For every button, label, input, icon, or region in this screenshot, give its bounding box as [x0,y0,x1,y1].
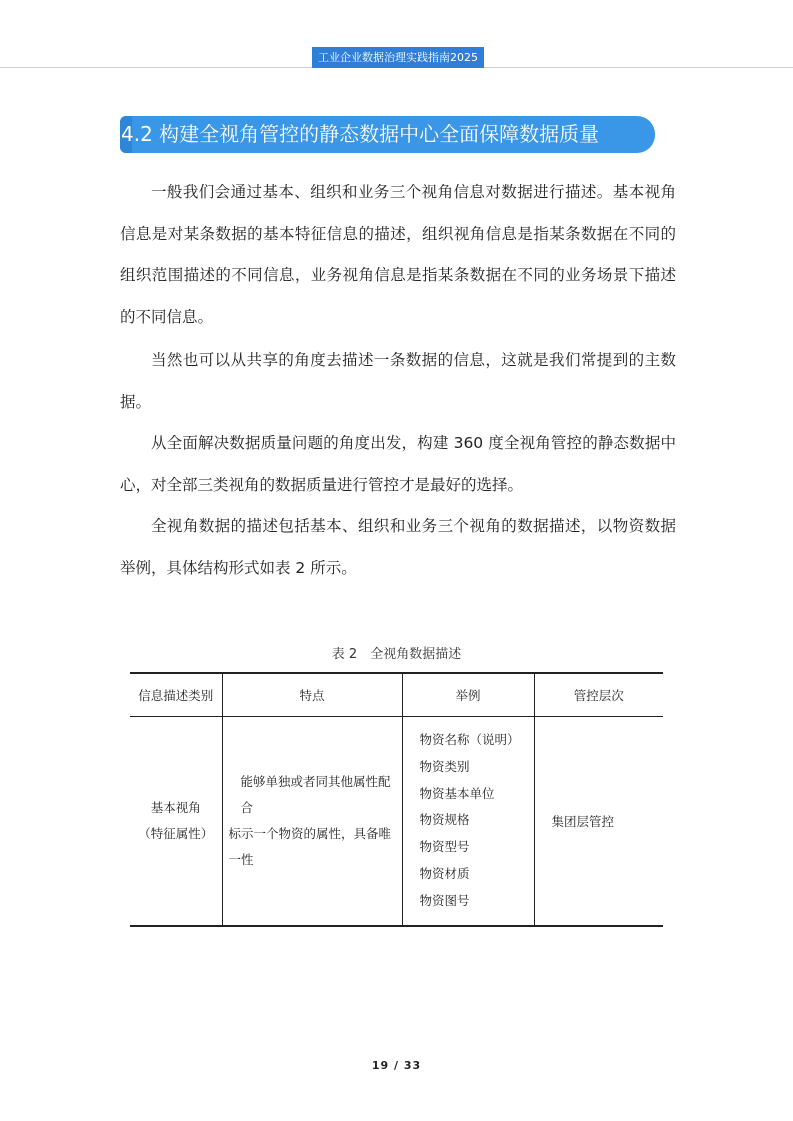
example-item: 物资型号 [419,839,470,855]
feature-cell [222,716,402,926]
body-paragraph: 当然也可以从共享的角度去描述一条数据的信息，这就是我们常提到的主数据。 [120,351,676,411]
body-paragraph: 从全面解决数据质量问题的角度出发，构建 360 度全视角管控的静态数据中心，对全部三类视角的数据质量进行管控才是最好的选择。 [120,434,676,494]
table-header-cell: 信息描述类别 [130,673,222,716]
example-item: 物资类别 [419,758,470,774]
example-item: 物资基本单位 [419,785,495,801]
category-cell [130,716,222,926]
category-name: 基本视角 [150,799,201,815]
example-list [420,727,534,914]
body-paragraph: 全视角数据的描述包括基本、组织和业务三个视角的数据描述，以物资数据举例，具体结构形式如表 2 所示。 [120,517,676,577]
document-header-title: 工业企业数据治理实践指南2025 [312,47,484,68]
table-header-cell: 特点 [222,673,402,716]
table-caption: 表 2 全视角数据描述 [331,647,462,662]
table-header-row [130,673,663,716]
example-item: 物资图号 [419,892,470,908]
data-description-table [130,672,663,927]
section-heading: 4.2 构建全视角管控的静态数据中心全面保障数据质量 [121,122,600,146]
page-number: 19 / 33 [371,1059,422,1072]
example-item: 物资规格 [419,812,470,828]
body-paragraph: 一般我们会通过基本、组织和业务三个视角信息对数据进行描述。基本视角信息是对某条数据的基本特征信息的描述，组织视角信息是指某条数据在不同的组织范围描述的不同信息，业务视角信息是指某条数据在不同的业务场景下描述的不同信息。 [120,183,676,326]
feature-text-line: 能够单独或者同其他属性配合 [240,773,391,815]
example-cell [402,716,534,926]
table-header-cell: 举例 [402,673,534,716]
example-item: 物资名称（说明） [419,732,520,748]
category-subtitle: （特征属性） [138,825,214,841]
feature-text-line: 标示一个物资的属性，具备唯一性 [228,825,392,867]
table-header-cell: 管控层次 [534,673,663,716]
example-item: 物资材质 [419,865,470,881]
table-row [130,716,663,926]
management-level-cell: 集团层管控 [534,716,663,926]
